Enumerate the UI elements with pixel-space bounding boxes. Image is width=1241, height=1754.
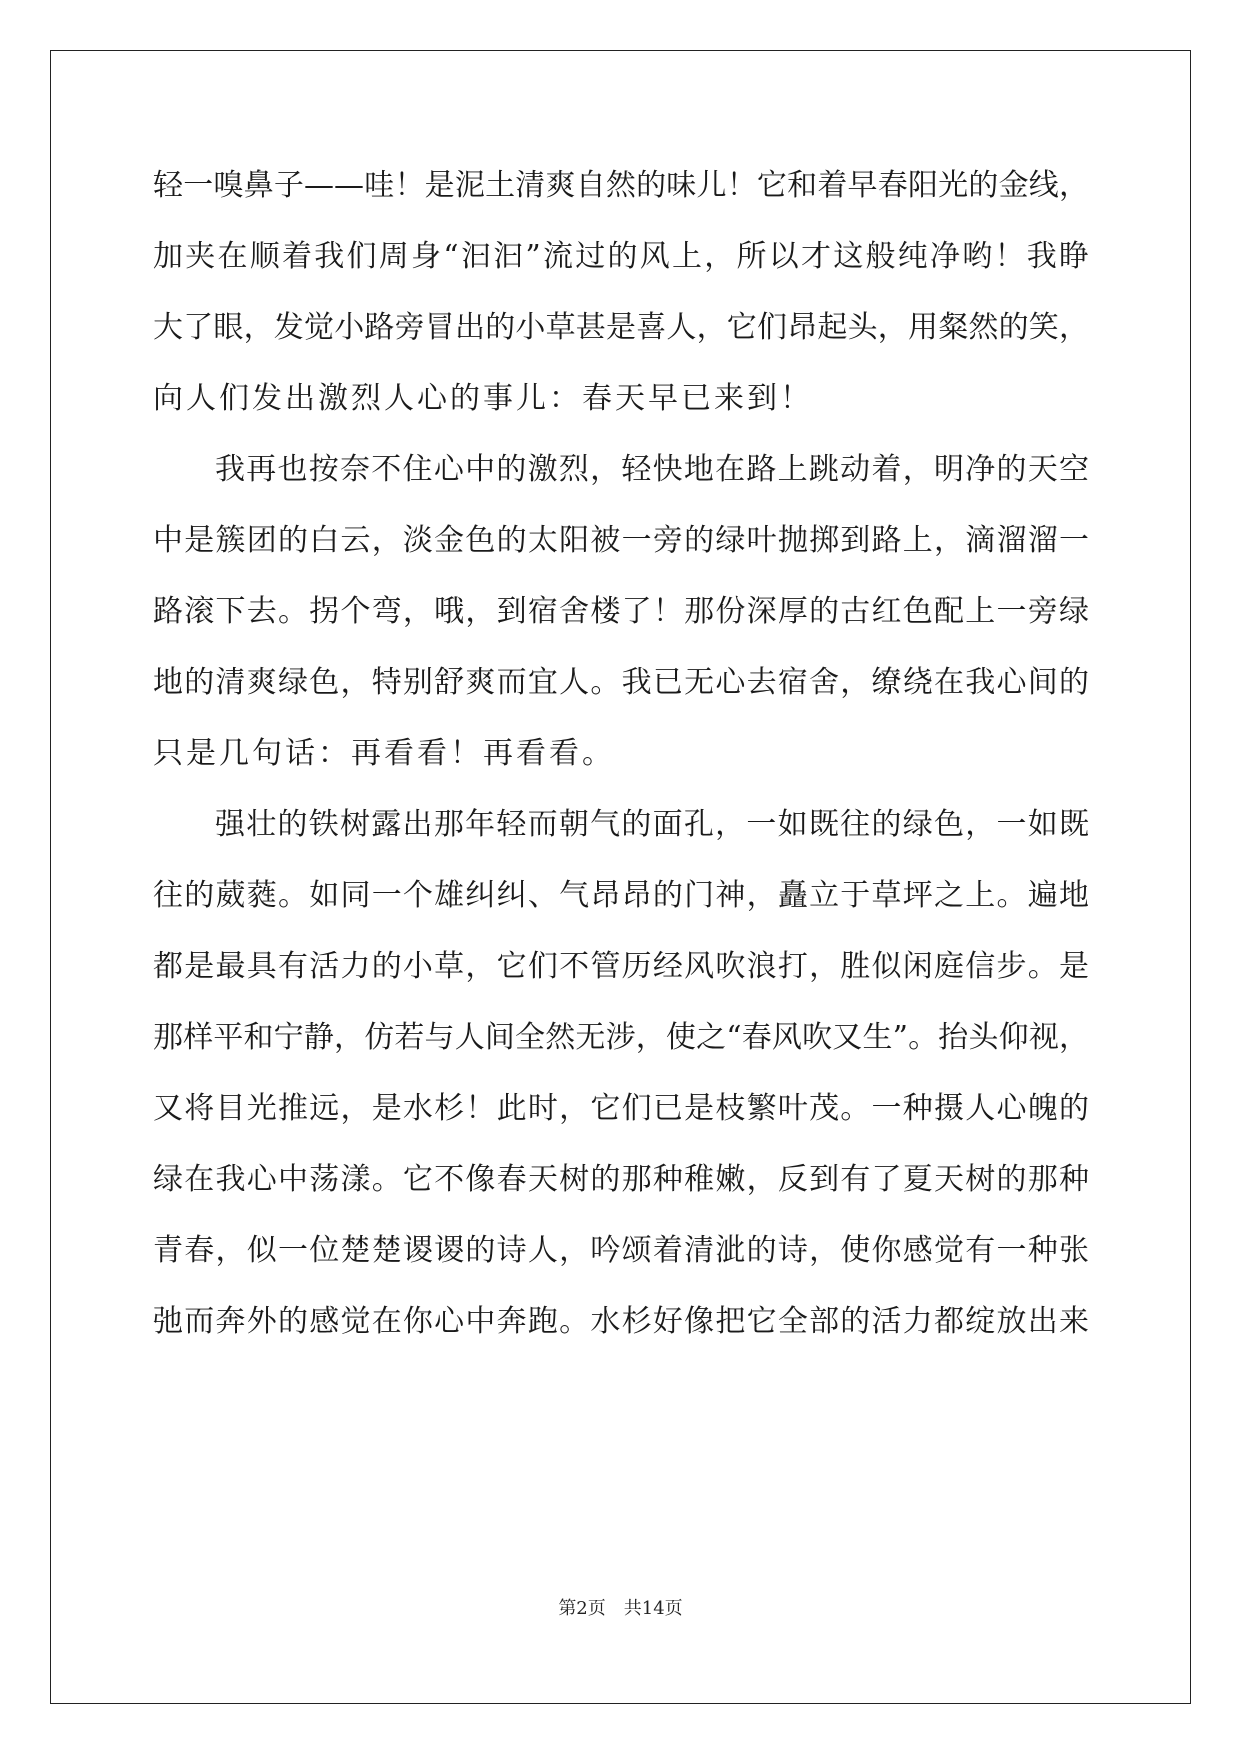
text-line: 往的葳蕤。如同一个雄纠纠、气昂昂的门神，矗立于草坪之上。遍地 [153, 878, 1089, 913]
text-line: 路滚下去。拐个弯，哦，到宿舍楼了！那份深厚的古红色配上一旁绿 [153, 594, 1089, 629]
text-line: 大了眼，发觉小路旁冒出的小草甚是喜人，它们昂起头，用粲然的笑， [153, 310, 1089, 345]
page-total: 共14页 [623, 1598, 683, 1619]
text-line: 绿在我心中荡漾。它不像春天树的那种稚嫩，反到有了夏天树的那种 [153, 1162, 1089, 1197]
page-number: 第2页 [558, 1598, 606, 1619]
text-line: 那样平和宁静，仿若与人间全然无涉，使之“春风吹又生”。抬头仰视， [153, 1020, 1089, 1055]
text-line: 轻一嗅鼻子——哇！是泥土清爽自然的味儿！它和着早春阳光的金线， [153, 168, 1089, 203]
text-line: 只是几句话：再看看！再看看。 [153, 736, 615, 771]
page-footer [0, 1597, 1241, 1621]
text-line: 都是最具有活力的小草，它们不管历经风吹浪打，胜似闲庭信步。是 [153, 949, 1089, 984]
document-body [153, 150, 1089, 1357]
text-line: 中是簇团的白云，淡金色的太阳被一旁的绿叶抛掷到路上，滴溜溜一 [153, 523, 1089, 558]
text-line: 加夹在顺着我们周身“汩汩”流过的风上，所以才这般纯净哟！我睁 [153, 239, 1089, 274]
text-line: 强壮的铁树露出那年轻而朝气的面孔，一如既往的绿色，一如既 [215, 807, 1089, 842]
text-line: 向人们发出激烈人心的事儿：春天早已来到！ [153, 381, 813, 416]
text-line: 又将目光推远，是水杉！此时，它们已是枝繁叶茂。一种摄人心魄的 [153, 1091, 1089, 1126]
text-line: 地的清爽绿色，特别舒爽而宜人。我已无心去宿舍，缭绕在我心间的 [153, 665, 1089, 700]
text-line: 我再也按奈不住心中的激烈，轻快地在路上跳动着，明净的天空 [215, 452, 1089, 487]
text-line: 弛而奔外的感觉在你心中奔跑。水杉好像把它全部的活力都绽放出来 [153, 1304, 1089, 1339]
text-line: 青春，似一位楚楚谡谡的诗人，吟颂着清泚的诗，使你感觉有一种张 [153, 1233, 1089, 1268]
